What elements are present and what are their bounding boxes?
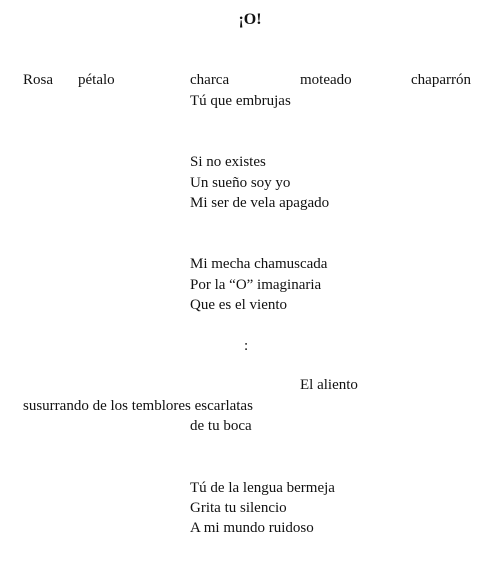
word-chaparron: chaparrón [411,72,471,88]
poem-line: susurrando de los temblores escarlatas [23,398,253,414]
separator-colon: : [244,338,249,354]
word-petalo: pétalo [78,72,115,88]
poem-line: Si no existes [190,154,266,170]
poem-line: Mi mecha chamuscada [190,256,328,272]
poem-line: Tú que embrujas [190,93,291,109]
word-charca: charca [190,72,230,88]
word-moteado: moteado [300,72,352,88]
poem-line: de tu boca [190,418,252,434]
poem-line: Por la “O” imaginaria [190,277,322,293]
poem-line: Tú de la lengua bermeja [190,480,335,496]
poem-line: A mi mundo ruidoso [190,520,314,536]
poem-line: El aliento [300,377,358,393]
poem-line: Que es el viento [190,297,288,313]
word-rosa: Rosa [23,72,53,88]
poem-line: Mi ser de vela apagado [190,195,330,211]
poem-title: ¡O! [238,11,262,28]
poem-line: Un sueño soy yo [190,175,291,191]
poem-line: Grita tu silencio [190,500,287,516]
